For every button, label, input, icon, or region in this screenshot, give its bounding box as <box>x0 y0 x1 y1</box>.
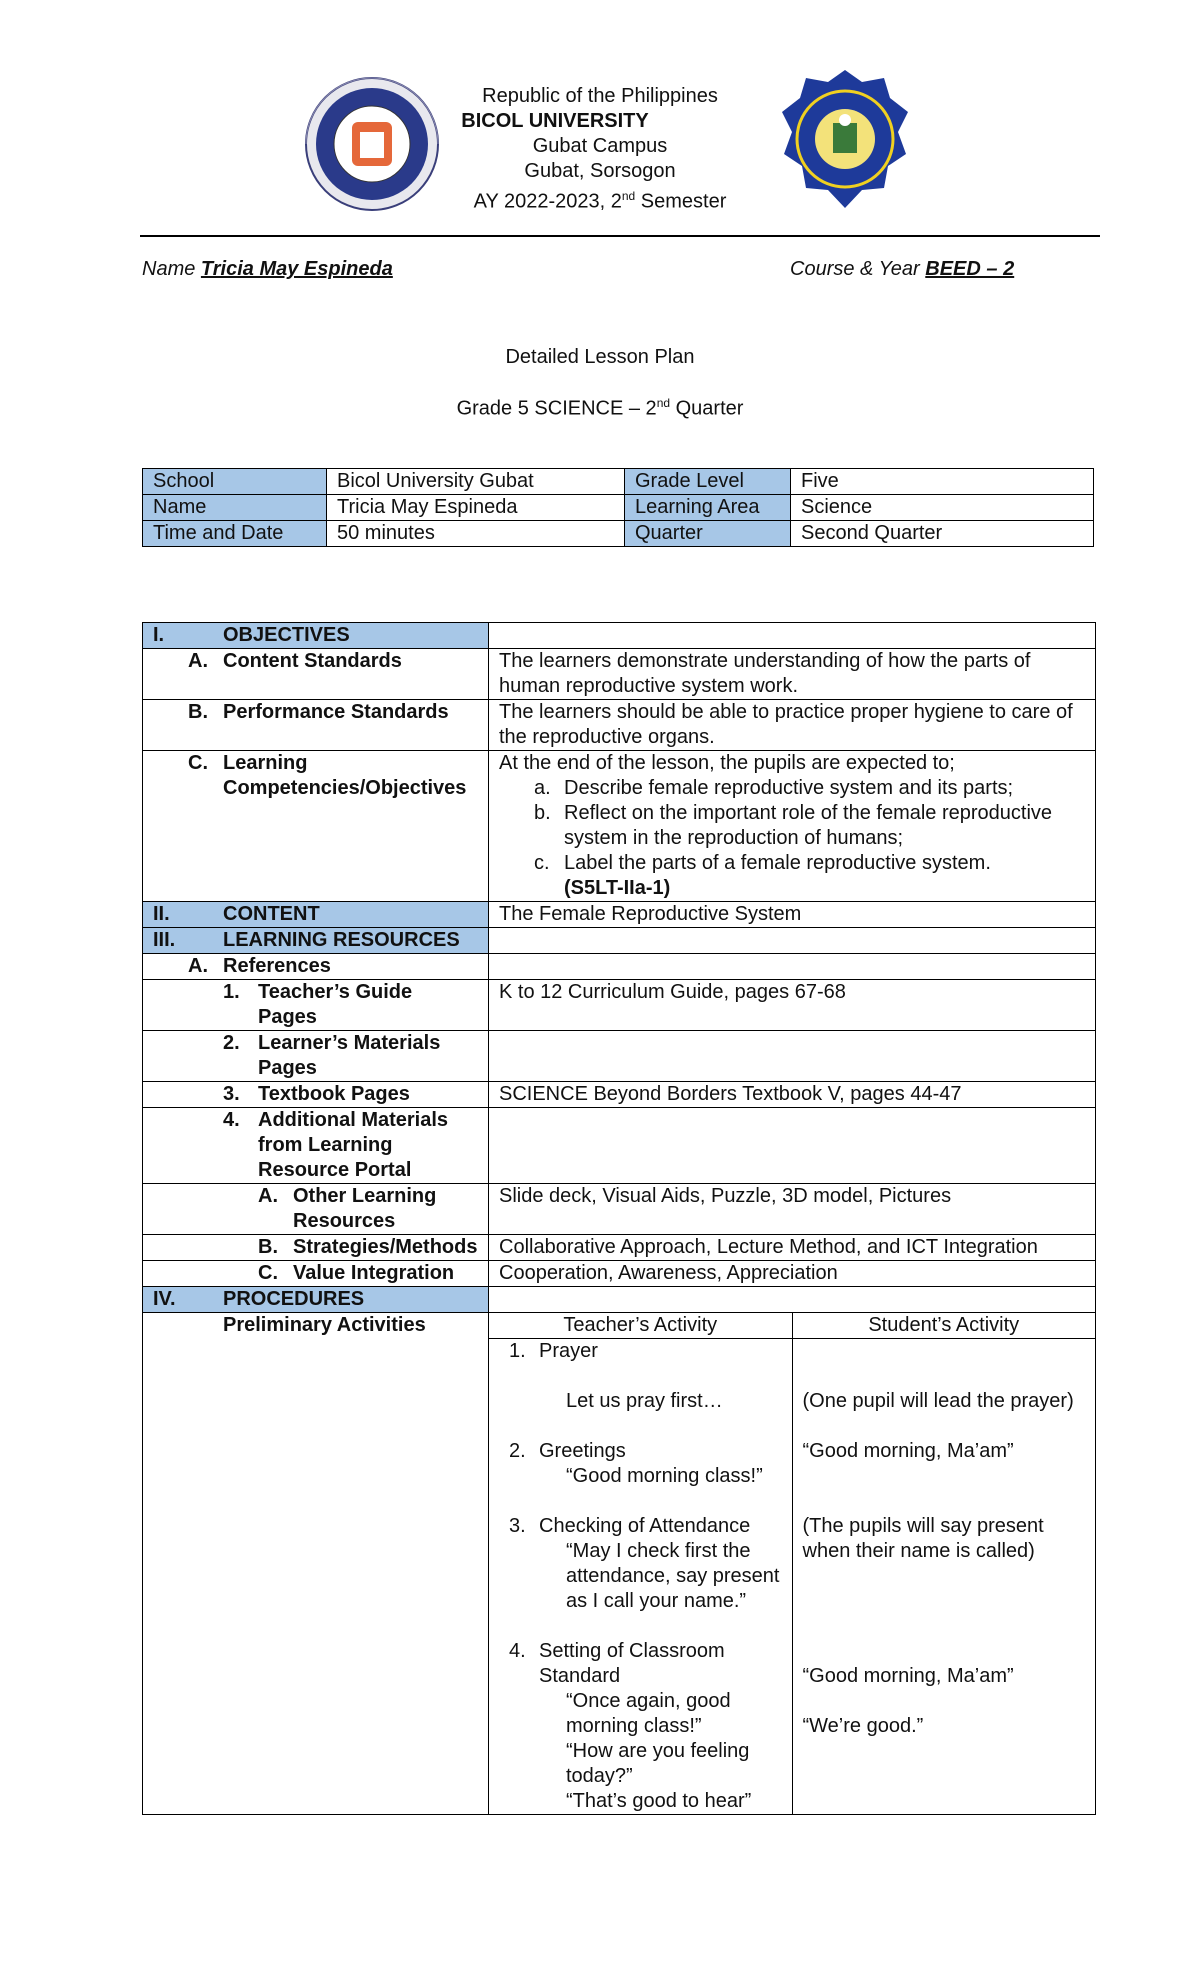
campus-location: Gubat, Sorsogon <box>524 160 676 182</box>
table-row <box>143 1287 1096 1313</box>
row-value: K to 12 Curriculum Guide, pages 67-68 <box>489 980 1096 1031</box>
academic-year: AY 2022-2023, 2nd Semester <box>473 189 727 213</box>
table-row <box>143 623 1096 649</box>
table-row: A. Content Standards The learners demonstrate understanding of how the parts of human reproductive system work. <box>143 649 1096 700</box>
course-year: BEED – 2 <box>925 258 1015 280</box>
info-value: Tricia May Espineda <box>327 495 625 521</box>
lesson-info-table <box>142 468 1094 547</box>
student-name: Tricia May Espineda <box>200 258 393 280</box>
university-name: BICOL UNIVERSITY <box>461 110 649 132</box>
table-row <box>143 521 1094 547</box>
table-row <box>143 495 1094 521</box>
row-value: At the end of the lesson, the pupils are expected to; a. Describe female reproductive system and its parts; b. Reflect on the important role of the female reproductive system in the reproduction of humans; c. Label the parts of a female reproductive system. (S5LT-IIa-1) <box>489 751 1096 902</box>
table-row: B. Strategies/Methods Collaborative Approach, Lecture Method, and ICT Integration <box>143 1235 1096 1261</box>
activities-cell <box>489 1313 1096 1815</box>
info-label: School <box>143 469 327 495</box>
document-subtitle: Grade 5 SCIENCE – 2nd Quarter <box>456 396 744 420</box>
info-label: Quarter <box>625 521 791 547</box>
info-value: 50 minutes <box>327 521 625 547</box>
info-value: Bicol University Gubat <box>327 469 625 495</box>
row-label: Content Standards <box>223 650 402 672</box>
header-divider <box>140 235 1100 237</box>
section-resources: III. LEARNING RESOURCES <box>143 928 489 954</box>
section-content: II. CONTENT <box>143 902 489 928</box>
teacher-activity-header: Teacher’s Activity <box>489 1313 792 1339</box>
row-label: Performance Standards <box>223 701 449 723</box>
teacher-activity: 1. Prayer Let us pray first… 2. Greetings “Good morning class!” 3. Checking of Attendance “May I check first the attendance, say present as I call your name.” 4. Setting of Classroom Standard “Once again, good morning class!” “How are you feeling today?” “That’s good to hear” <box>489 1339 792 1815</box>
activities-table <box>489 1313 1095 1814</box>
row-value: Slide deck, Visual Aids, Puzzle, 3D model, Pictures <box>489 1184 1096 1235</box>
row-label: Learning Competencies/Objectives <box>223 752 467 799</box>
republic-line: Republic of the Philippines <box>482 85 718 107</box>
table-row: 4. Additional Materials from Learning Resource Portal <box>143 1108 1096 1184</box>
student-name-line: Name Tricia May Espineda <box>142 258 393 280</box>
info-label: Time and Date <box>143 521 327 547</box>
row-value: Cooperation, Awareness, Appreciation <box>489 1261 1096 1287</box>
row-value: Collaborative Approach, Lecture Method, and ICT Integration <box>489 1235 1096 1261</box>
table-row: 2. Learner’s Materials Pages <box>143 1031 1096 1082</box>
section-procedures: IV. PROCEDURES <box>143 1287 489 1313</box>
student-activity: (One pupil will lead the prayer) “Good morning, Ma’am” (The pupils will say present when their name is called) “Good morning, Ma’am” “We’re good.” <box>802 1390 1074 1737</box>
info-value: Five <box>791 469 1094 495</box>
table-row <box>489 1339 1095 1815</box>
table-row <box>143 928 1096 954</box>
section-objectives: I. OBJECTIVES <box>143 623 489 649</box>
info-label: Learning Area <box>625 495 791 521</box>
table-row <box>143 469 1094 495</box>
row-value: The Female Reproductive System <box>489 902 1096 928</box>
lesson-plan-table <box>142 622 1096 1815</box>
row-value: The learners demonstrate understanding of how the parts of human reproductive system work. <box>489 649 1096 700</box>
table-row: A. Other Learning Resources Slide deck, Visual Aids, Puzzle, 3D model, Pictures <box>143 1184 1096 1235</box>
preliminary-label: Preliminary Activities <box>223 1314 426 1336</box>
table-row <box>489 1313 1095 1339</box>
info-label: Name <box>143 495 327 521</box>
info-label: Grade Level <box>625 469 791 495</box>
table-row: B. Performance Standards The learners should be able to practice proper hygiene to care of the reproductive organs. <box>143 700 1096 751</box>
table-row: 3. Textbook Pages SCIENCE Beyond Borders Textbook V, pages 44-47 <box>143 1082 1096 1108</box>
table-row: A. References <box>143 954 1096 980</box>
table-row: C. Learning Competencies/Objectives At the end of the lesson, the pupils are expected to; a. Describe female reproductive system and its parts; b. Reflect on the important role of the female reproductive system in the reproduction of humans; c. Label the parts of a female reproductive system. (S5LT-IIa-1) <box>143 751 1096 902</box>
campus-name: Gubat Campus <box>532 135 668 157</box>
info-value: Second Quarter <box>791 521 1094 547</box>
row-value: The learners should be able to practice proper hygiene to care of the reproductive organs. <box>489 700 1096 751</box>
table-row <box>143 1313 1096 1815</box>
table-row: C. Value Integration Cooperation, Awareness, Appreciation <box>143 1261 1096 1287</box>
course-year-line: Course & Year BEED – 2 <box>790 258 1015 280</box>
table-row: 1. Teacher’s Guide Pages K to 12 Curriculum Guide, pages 67-68 <box>143 980 1096 1031</box>
document-title: Detailed Lesson Plan <box>505 346 695 368</box>
row-value: SCIENCE Beyond Borders Textbook V, pages 44-47 <box>489 1082 1096 1108</box>
info-value: Science <box>791 495 1094 521</box>
table-row <box>143 902 1096 928</box>
institution-header <box>0 84 1200 215</box>
student-activity-header: Student’s Activity <box>792 1313 1095 1339</box>
